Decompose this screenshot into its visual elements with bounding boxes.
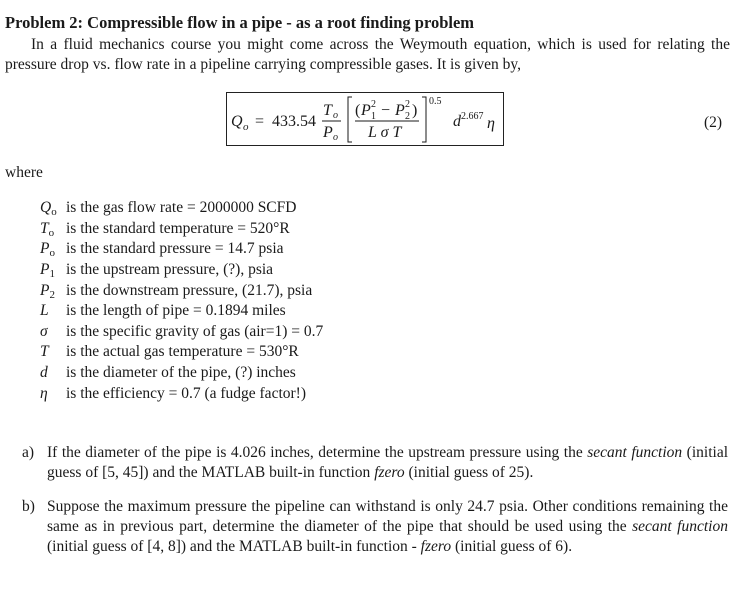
variable-row: [40, 280, 323, 301]
eq-frac1-den: P: [323, 124, 333, 141]
eq-p2: P: [395, 102, 405, 119]
part-label: b): [22, 498, 35, 515]
where-label: where: [5, 164, 43, 181]
variable-symbol: L: [40, 302, 49, 320]
eq-frac1-num-sub: o: [333, 110, 338, 121]
variable-symbol: σ: [40, 322, 48, 340]
question-parts: [22, 443, 728, 571]
variable-description: is the upstream pressure, (?), psia: [66, 261, 274, 279]
eq-coefficient: 433.54: [272, 113, 316, 130]
variable-symbol: $P_1$: [40, 261, 55, 281]
variable-symbol: η: [40, 384, 48, 402]
variable-row: [40, 322, 323, 343]
eq-p1-sub: 1: [371, 111, 376, 122]
variable-row: [40, 239, 323, 260]
eq-lhs-symbol: Q: [231, 113, 243, 130]
equation-number: (2): [704, 114, 723, 131]
eq-p1-square: 2: [371, 99, 376, 110]
part-label: a): [22, 444, 35, 461]
variable-row: [40, 342, 323, 363]
variable-description: is the downstream pressure, (21.7), psia: [66, 281, 313, 299]
eq-p1: P: [361, 102, 371, 119]
weymouth-equation: [227, 93, 503, 145]
variable-description: is the actual gas temperature = 530°R: [66, 343, 299, 361]
equation-box: [226, 92, 504, 146]
variable-description: is the efficiency = 0.7 (a fudge factor!): [66, 384, 306, 402]
eq-close-paren: ): [412, 102, 418, 119]
variable-list: [40, 198, 323, 404]
variable-row: [40, 383, 323, 404]
eq-open-paren: (: [355, 102, 361, 119]
variable-row: [40, 219, 323, 240]
eq-eta: η: [487, 115, 495, 132]
part-text: If the diameter of the pipe is 4.026 inches, determine the upstream pressure using the secant function (initial guess of [5, 45]) and the MATLAB built-in function fzero (initial guess of 25).: [47, 444, 729, 481]
variable-symbol: T: [40, 343, 49, 361]
eq-p2-sub: 2: [405, 111, 410, 122]
eq-d: d: [453, 113, 461, 130]
eq-frac1-den-sub: o: [333, 132, 338, 143]
eq-d-exponent: 2.667: [461, 111, 484, 122]
variable-symbol: $P_2$: [40, 281, 55, 301]
variable-description: is the standard temperature = 520°R: [66, 219, 290, 237]
part-text: Suppose the maximum pressure the pipeline can withstand is only 24.7 psia. Other conditions remaining the same as in previous part, determine the diameter of the pipe that should be used using the secant function (initial guess of [4, 8]) and the MATLAB built-in function - fzero (initial guess of 6).: [47, 498, 728, 555]
variable-row: [40, 363, 323, 384]
eq-frac2-den: L σ T: [368, 124, 402, 141]
problem-title: Problem 2: Compressible flow in a pipe - as a root finding problem: [5, 13, 475, 32]
variable-row: [40, 301, 323, 322]
eq-exponent: 0.5: [429, 96, 442, 107]
eq-p2-square: 2: [405, 99, 410, 110]
variable-symbol: $T_o$: [40, 219, 55, 239]
intro-paragraph: In a fluid mechanics course you might come across the Weymouth equation, which is used for relating the pressure drop vs. flow rate in a pipeline carrying compressible gases. It is given by,: [5, 36, 730, 73]
variable-description: is the length of pipe = 0.1894 miles: [66, 302, 286, 320]
eq-left-bracket: [348, 97, 352, 142]
variable-description: is the specific gravity of gas (air=1) = 0.7: [66, 322, 324, 340]
variable-symbol: d: [40, 364, 48, 382]
variable-row: [40, 198, 323, 219]
variable-row: [40, 260, 323, 281]
eq-right-bracket: [422, 97, 426, 142]
question-part-a: [22, 443, 728, 483]
variable-symbol: $P_o$: [40, 240, 55, 260]
eq-equals: =: [255, 113, 265, 130]
question-part-b: [22, 497, 728, 557]
eq-lhs-sub: o: [243, 121, 249, 133]
variable-description: is the standard pressure = 14.7 psia: [66, 240, 284, 258]
eq-minus: −: [381, 102, 391, 119]
variable-description: is the gas flow rate = 2000000 SCFD: [66, 199, 297, 217]
eq-frac1-num: T: [323, 102, 332, 119]
variable-description: is the diameter of the pipe, (?) inches: [66, 364, 296, 382]
variable-symbol: $Q_o$: [40, 199, 57, 219]
